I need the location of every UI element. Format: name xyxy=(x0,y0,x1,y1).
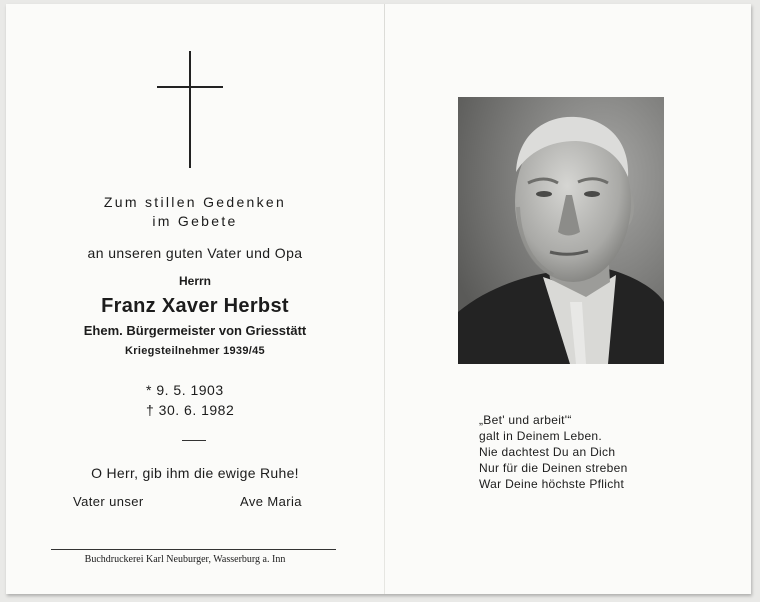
divider-dash xyxy=(182,440,206,441)
prayer-vater-unser: Vater unser xyxy=(73,494,144,509)
left-panel xyxy=(6,4,384,594)
prayer-line: O Herr, gib ihm die ewige Ruhe! xyxy=(91,465,299,481)
heading-line-2: im Gebete xyxy=(152,213,238,229)
poem-line: War Deine höchste Pflicht xyxy=(479,477,625,491)
poem-line: Nie dachtest Du an Dich xyxy=(479,445,616,459)
death-date: † 30. 6. 1982 xyxy=(146,402,235,418)
poem-line: galt in Deinem Leben. xyxy=(479,429,603,443)
printer-imprint: Buchdruckerei Karl Neuburger, Wasserburg a. Inn xyxy=(84,554,286,565)
heading-line-1: Zum stillen Gedenken xyxy=(103,194,287,210)
cross-icon xyxy=(189,51,191,168)
portrait-photo xyxy=(458,97,664,364)
footer-rule xyxy=(51,549,336,550)
deceased-name: Franz Xaver Herbst xyxy=(101,295,289,317)
office-title: Ehem. Bürgermeister von Griesstätt xyxy=(83,323,307,338)
right-panel xyxy=(385,4,751,594)
poem-line: „Bet' und arbeit'“ xyxy=(479,413,572,427)
service-note: Kriegsteilnehmer 1939/45 xyxy=(125,345,265,357)
dedication: an unseren guten Vater und Opa xyxy=(87,245,303,261)
poem xyxy=(479,412,628,492)
memorial-card xyxy=(6,4,751,594)
cross-icon-bar xyxy=(157,86,223,88)
portrait-illustration xyxy=(458,97,664,364)
salutation: Herrn xyxy=(178,274,211,288)
birth-date: * 9. 5. 1903 xyxy=(146,382,224,398)
prayer-ave-maria: Ave Maria xyxy=(240,494,302,509)
poem-line: Nur für die Deinen streben xyxy=(479,461,628,475)
